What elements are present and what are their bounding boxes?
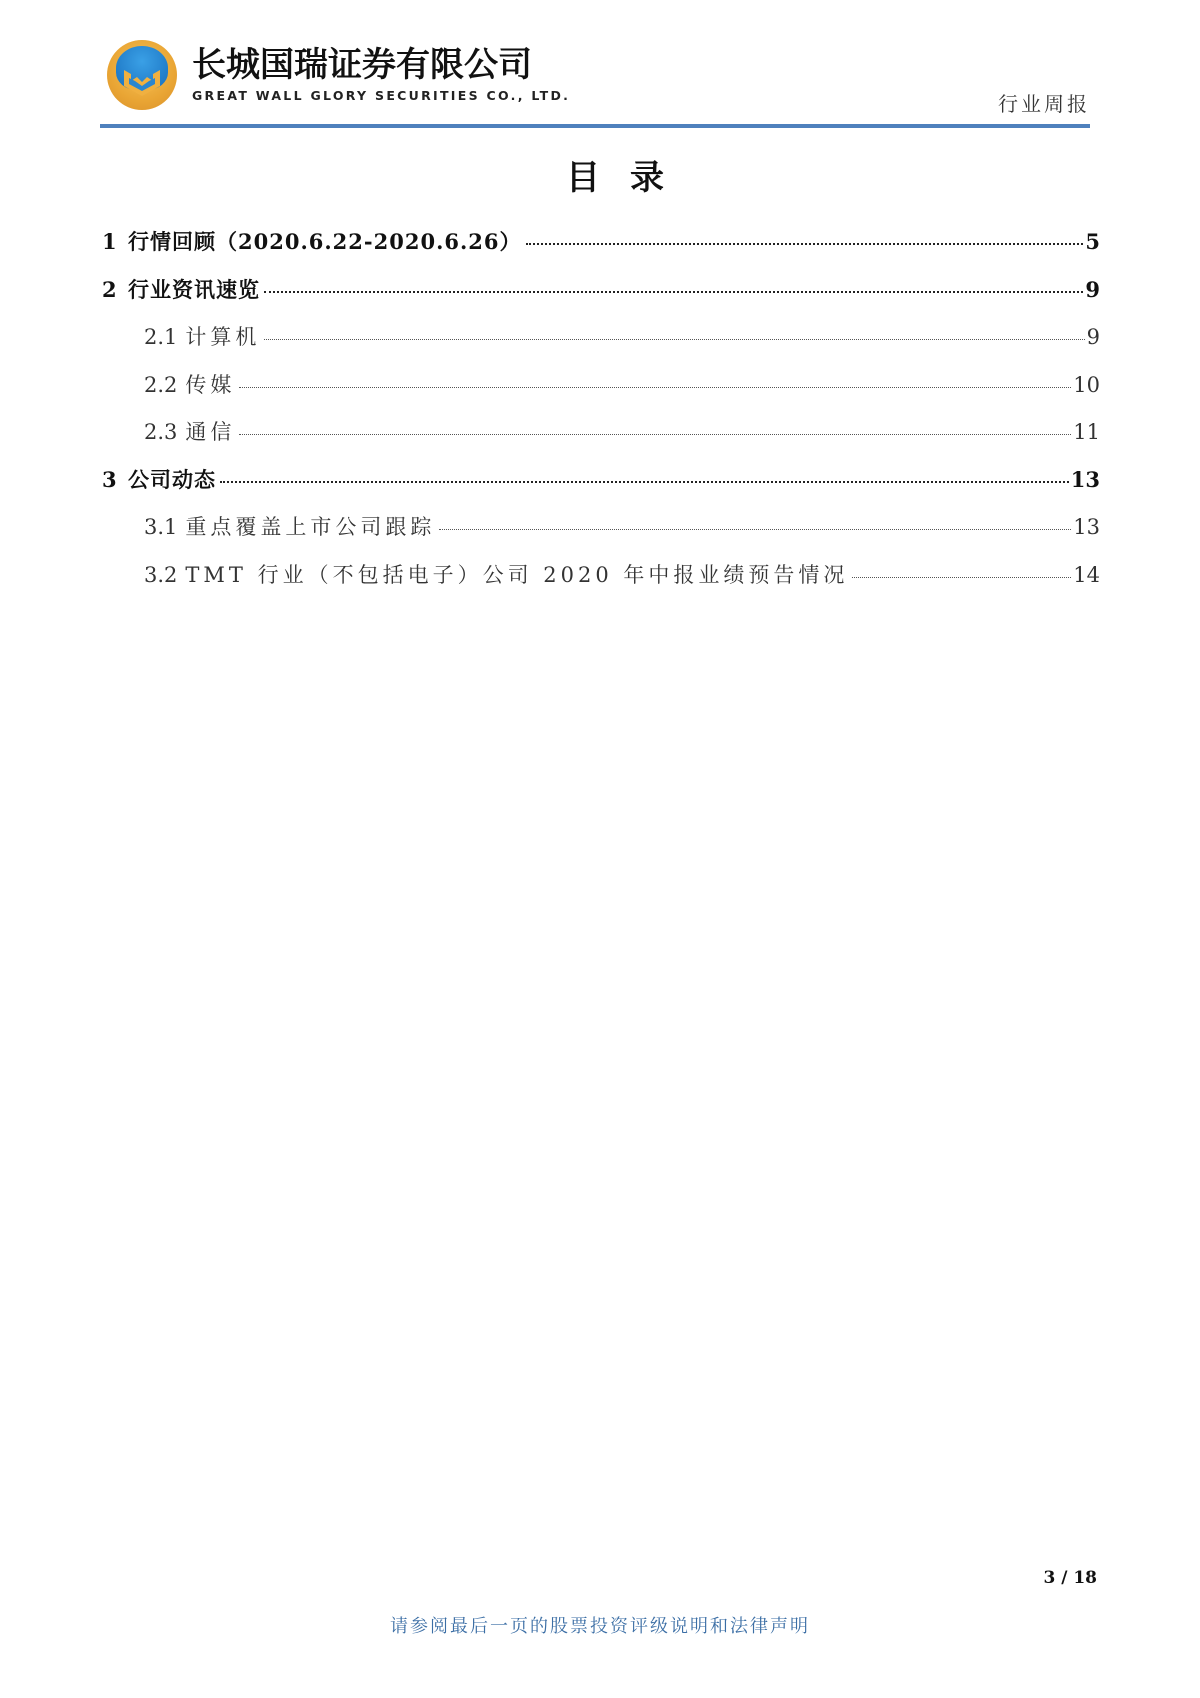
toc-entry-page: 5: [1085, 229, 1100, 254]
table-of-contents: [102, 226, 1100, 606]
toc-entry-number: 3: [102, 466, 117, 492]
toc-entry-label: 传媒: [185, 372, 236, 397]
company-name-en: GREAT WALL GLORY SECURITIES CO., LTD.: [192, 88, 571, 103]
toc-dot-leader: [239, 434, 1071, 435]
toc-entry-2-1[interactable]: [102, 321, 1100, 369]
toc-dot-leader: [220, 481, 1069, 483]
toc-entry-number: 2.1: [144, 325, 178, 349]
toc-entry-2[interactable]: [102, 274, 1100, 322]
toc-entry-label: 重点覆盖上市公司跟踪: [185, 515, 436, 539]
toc-entry-2-2[interactable]: [102, 369, 1100, 417]
toc-entry-page: 14: [1073, 562, 1100, 587]
toc-entry-number: 2.3: [144, 420, 178, 444]
report-type-label: 行业周报: [998, 92, 1090, 116]
toc-entry-label: 计算机: [185, 325, 261, 349]
toc-dot-leader: [239, 387, 1071, 388]
toc-entry-3[interactable]: [102, 464, 1100, 512]
toc-entry-3-2[interactable]: [102, 559, 1100, 607]
toc-entry-3-1[interactable]: [102, 511, 1100, 559]
toc-dot-leader: [439, 529, 1071, 530]
toc-entry-number: 2.2: [144, 372, 178, 397]
toc-entry-page: 9: [1085, 276, 1100, 302]
toc-entry-page: 10: [1073, 372, 1100, 397]
toc-title: 目录: [566, 158, 694, 198]
toc-entry-label: 行情回顾（2020.6.22-2020.6.26）: [128, 229, 522, 254]
company-name-cn: 长城国瑞证券有限公司: [192, 45, 532, 85]
toc-dot-leader: [526, 243, 1084, 245]
toc-entry-label: 通信: [185, 420, 236, 444]
toc-entry-number: 3.1: [144, 515, 178, 539]
toc-entry-1[interactable]: [102, 226, 1100, 274]
toc-entry-number: 2: [102, 276, 117, 302]
toc-entry-page: 13: [1070, 466, 1100, 492]
header-divider: [100, 124, 1090, 128]
page-header: [100, 38, 1090, 130]
page-number: 3 / 18: [1043, 1568, 1097, 1588]
toc-entry-label: 行业资讯速览: [128, 276, 260, 302]
toc-dot-leader: [264, 339, 1084, 340]
toc-entry-number: 1: [102, 229, 117, 254]
toc-dot-leader: [264, 291, 1083, 293]
toc-entry-label: 公司动态: [128, 466, 216, 492]
toc-dot-leader: [852, 577, 1071, 578]
toc-entry-page: 13: [1073, 515, 1100, 539]
logo-wall-mark-icon: [107, 40, 177, 110]
toc-entry-number: 3.2: [144, 562, 178, 587]
company-logo-icon: [107, 40, 177, 110]
toc-entry-2-3[interactable]: [102, 416, 1100, 464]
toc-entry-label: TMT 行业（不包括电子）公司 2020 年中报业绩预告情况: [185, 562, 849, 587]
toc-entry-page: 9: [1086, 325, 1100, 349]
toc-entry-page: 11: [1073, 420, 1100, 444]
footer-disclaimer: 请参阅最后一页的股票投资评级说明和法律声明: [390, 1616, 810, 1637]
